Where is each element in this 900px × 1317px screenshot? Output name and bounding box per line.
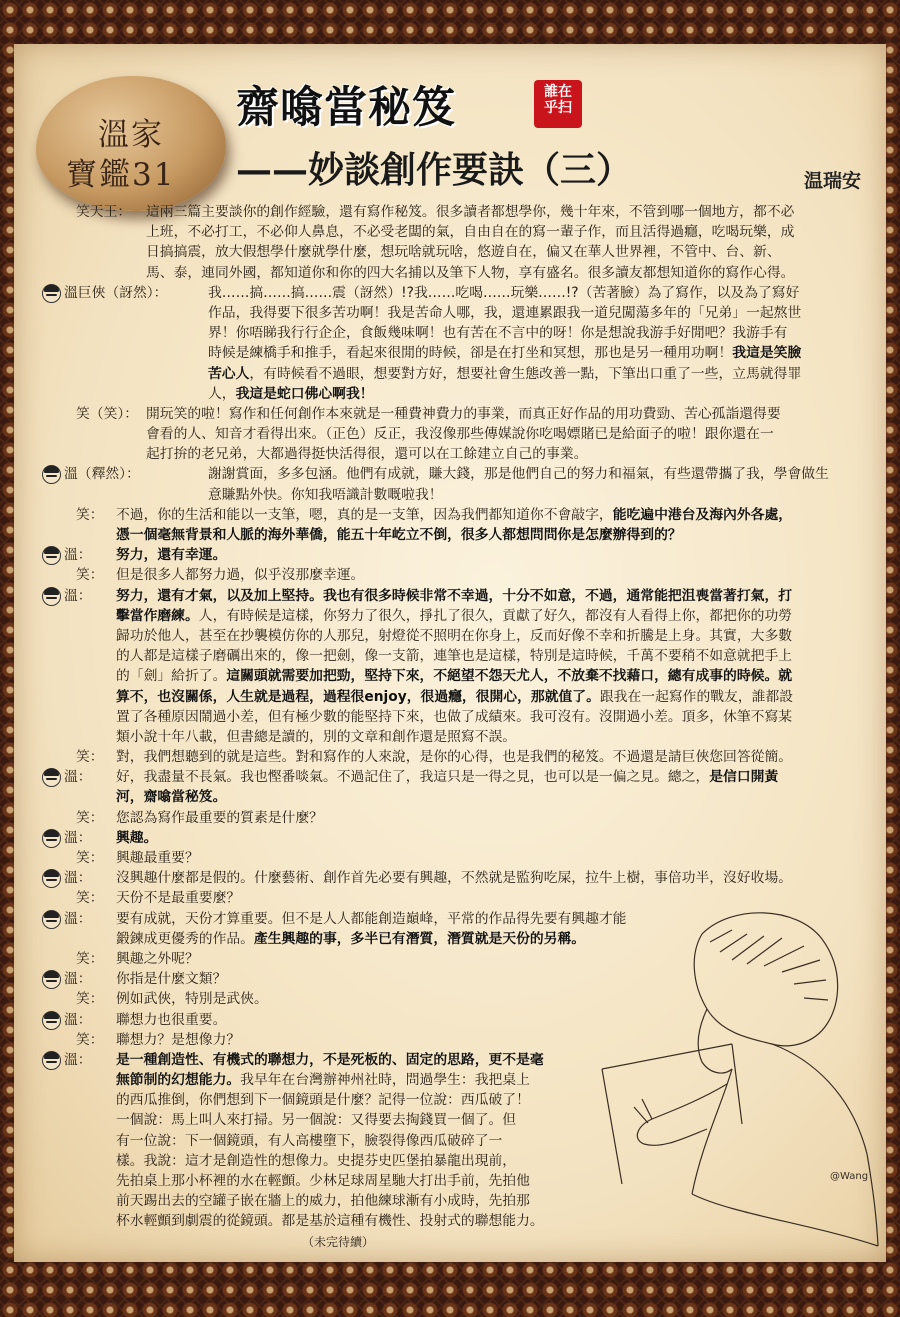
speaker-label: 溫（釋然）：: [64, 466, 140, 483]
dialogue-text: [116, 606, 792, 626]
emphasis-text: 努力，還有幸運。: [116, 547, 227, 564]
speaker-label: 笑：: [76, 950, 104, 967]
dialogue-text: [116, 1010, 226, 1030]
dialogue-line: [42, 565, 874, 585]
dialogue-text: [146, 263, 794, 283]
plain-text: 興趣最重要？: [116, 850, 199, 866]
speaker-label: 溫：: [64, 1051, 92, 1068]
dialogue-line: [42, 343, 874, 363]
dialogue-text: [146, 242, 781, 262]
dialogue-text: [146, 404, 781, 424]
dialogue-line: [42, 707, 874, 727]
dialogue-line: [42, 606, 874, 626]
emphasis-text: 能吃遍中港台及海內外各處，: [612, 506, 793, 523]
emphasis-text: 擊當作磨練。: [116, 607, 199, 624]
emphasis-text: 苦心人: [208, 365, 250, 382]
plain-text: 您認為寫作最重要的質素是什麼？: [116, 809, 323, 826]
dialogue-line: [42, 787, 874, 807]
dialogue-text: [116, 626, 792, 646]
speaker-label: 笑天王：: [76, 204, 132, 220]
author-face-icon: [42, 970, 61, 989]
dialogue-line: [42, 525, 874, 545]
badge-line1: 誰在: [544, 84, 572, 100]
plain-text: 樣。我說：這才是創造性的想像力。史提芬史匹堡拍暴龍出現前，: [116, 1152, 517, 1169]
dialogue-text: [116, 808, 323, 828]
dialogue-line: [42, 444, 874, 464]
dialogue-line: [42, 666, 874, 686]
speaker-label: 笑：: [76, 809, 104, 826]
author-face-icon: [42, 587, 61, 606]
plain-text: 鍛鍊成更優秀的作品。: [116, 930, 254, 947]
dialogue-text: [116, 949, 199, 969]
plain-text: 起打拚的老兄弟，大都過得挺快活得很，還可以在工餘建立自己的事業。: [146, 446, 588, 463]
dialogue-line: [42, 828, 874, 848]
dialogue-text: [116, 828, 157, 848]
plain-text: 但是很多人都努力過，似乎沒那麼幸運。: [116, 567, 365, 584]
plain-text: 的人都是這樣子磨礪出來的，像一把劍，像一支箭，連筆也是這樣，特別是這時候，千萬不要稍不如意就把手上: [116, 648, 793, 665]
article-subtitle: ——妙談創作要訣（三）: [236, 149, 633, 191]
emphasis-text: 我這是蛇口佛心啊我！: [235, 385, 374, 402]
plain-text: 一個說：馬上叫人來打掃。另一個說：又得要去掏錢買一個了。但: [116, 1112, 517, 1129]
to-be-continued: （未完待續）: [302, 1234, 375, 1249]
emphasis-text: 河，齋噏當秘笈。: [116, 789, 227, 806]
speaker-label: 笑（笑）：: [76, 405, 139, 422]
speaker-label: 溫：: [64, 1011, 92, 1028]
plain-text: 會看的人、知音才看得出來。（正色）反正，我沒像那些傳媒說你吃喝嫖賭已是給面子的啦！跟你還在一: [146, 426, 774, 443]
speaker-label: 笑：: [76, 567, 104, 584]
plain-text: 不過，你的生活和能以一支筆，嗯，真的是一支筆，因為我們都知道你不會敲字，: [116, 506, 613, 523]
plain-text: 沒興趣什麼都是假的。什麼藝術、創作首先必要有興趣，不然就是監狗吃屎，拉牛上樹，事倍功半，沒好收場。: [116, 870, 793, 887]
speaker-label: 笑：: [76, 506, 104, 523]
dialogue-line: [42, 747, 874, 767]
dialogue-line: [42, 505, 874, 525]
plain-text: 的「劍」給折了。: [116, 668, 227, 685]
plain-text: 我早年在台灣辦神州社時，問過學生：我把桌上: [240, 1072, 530, 1089]
author-name: 温瑞安: [804, 170, 862, 192]
stone-title-line2: 寶鑑31: [66, 157, 176, 193]
plain-text: 人，: [208, 385, 236, 402]
dialogue-line: [42, 263, 874, 283]
dialogue-line: [42, 868, 874, 888]
dialogue-text: [116, 767, 778, 787]
author-face-icon: [42, 829, 61, 848]
dialogue-text: [116, 1070, 530, 1090]
dialogue-line: [42, 626, 874, 646]
dialogue-line: [42, 646, 874, 666]
plain-text: 謝謝賞面，多多包涵。他們有成就，賺大錢，那是他們自己的努力和福氣，有些還帶攜了我，學會做生: [208, 466, 829, 483]
dialogue-text: [116, 1211, 544, 1231]
dialogue-text: [116, 666, 792, 686]
emphasis-text: 是信口開黃: [709, 769, 779, 786]
speaker-label: 笑：: [76, 749, 104, 766]
author-face-icon: [42, 1051, 61, 1070]
dialogue-text: [116, 909, 626, 929]
plain-text: 天份不是最重要麼？: [116, 890, 241, 907]
author-face-icon: [42, 910, 61, 929]
dialogue-line: [42, 586, 874, 606]
plain-text: 人，有時候是這樣，你努力了很久，掙扎了很久，貢獻了好久，都沒有人看得上你，都把你的功勞: [198, 607, 793, 624]
plain-text: 時候是練橋手和推手，看起來很閒的時候，卻是在打坐和冥想，那也是另一種用功啊！: [208, 345, 733, 362]
speaker-label: 溫：: [64, 971, 92, 988]
dialogue-text: [116, 969, 226, 989]
article-title: 齋噏當秘笈: [236, 83, 456, 133]
page-paper: [14, 44, 886, 1262]
badge-line2: 乎扫: [544, 100, 572, 117]
dialogue-text: [208, 464, 829, 484]
dialogue-text: [116, 707, 792, 727]
dialogue-line: [42, 364, 874, 384]
dialogue-text: [208, 303, 801, 323]
dialogue-text: [208, 283, 799, 303]
dialogue-text: [116, 505, 792, 525]
dialogue-line: [42, 303, 874, 323]
plain-text: 界！你唔睇我行行企企，食飯幾味啊！也有苦在不言中的呀！你是想說我游手好閒吧？我游手有: [208, 325, 788, 342]
dialogue-line: [42, 727, 874, 747]
author-face-icon: [42, 869, 61, 888]
dialogue-line: [42, 808, 874, 828]
dialogue-text: [116, 888, 240, 908]
dialogue-text: [208, 364, 801, 384]
dialogue-text: [116, 1151, 516, 1171]
dialogue-text: [116, 848, 199, 868]
plain-text: 開玩笑的啦！寫作和任何創作本來就是一種費神費力的事業，而真正好作品的用功費勁、苦心孤詣還得要: [146, 405, 781, 422]
dialogue-line: [42, 848, 874, 868]
dialogue-text: [146, 424, 774, 444]
speaker-label: 溫：: [64, 910, 92, 927]
dialogue-line: [42, 404, 874, 424]
author-sketch-illustration: [582, 894, 886, 1254]
plain-text: 聯想力？是想像力？: [116, 1031, 241, 1048]
plain-text: 杯水輕顫到劇震的從鏡頭。都是基於這種有機性、投射式的聯想能力。: [116, 1213, 544, 1230]
dialogue-text: [116, 787, 226, 807]
dialogue-text: [116, 1131, 502, 1151]
plain-text: 聯想力也很重要。: [116, 1011, 227, 1028]
dialogue-line: [42, 323, 874, 343]
plain-text: 我……搞……搞……震（訝然）!?我……吃喝……玩樂……!?（苦著臉）為了寫作，以及為了寫好: [208, 284, 800, 301]
dialogue-line: [42, 202, 874, 222]
dialogue-line: [42, 283, 874, 303]
dialogue-text: [208, 384, 374, 404]
speaker-label: 笑：: [76, 991, 104, 1008]
plain-text: ，有時候看不過眼，想要對方好，想要社會生態改善一點，下筆出口重了一些，立馬就得罪: [249, 365, 802, 382]
plain-text: 置了各種原因鬧過小差，但有極少數的能堅持下來，也做了成績來。我可沒有。沒開過小差。頂多，休筆不寫某: [116, 708, 793, 725]
speaker-label: 溫巨俠（訝然）：: [64, 284, 168, 301]
emphasis-text: 我這是笑臉: [732, 345, 802, 362]
dialogue-text: [116, 1050, 544, 1070]
dialogue-text: [116, 1110, 516, 1130]
dialogue-text: [116, 1171, 530, 1191]
dialogue-line: [42, 485, 874, 505]
dialogue-text: [146, 444, 588, 464]
dialogue-text: [208, 323, 787, 343]
dialogue-line: [42, 464, 874, 484]
emphasis-text: 憑一個毫無背景和人脈的海外華僑，能五十年屹立不倒，很多人都想問問你是怎麼辦得到的？: [116, 527, 682, 543]
author-face-icon: [42, 1011, 61, 1030]
emphasis-text: 算不，也沒關係，人生就是過程，過程很enjoy，很過癮，很開心，那就值了。: [116, 688, 600, 705]
dialogue-text: [146, 202, 794, 222]
dialogue-text: [116, 1191, 530, 1211]
plain-text: 要有成就，天份才算重要。但不是人人都能創造巔峰，平常的作品得先要有興趣才能: [116, 910, 627, 927]
plain-text: 有一位說：下一個鏡頭，有人高樓墮下，臉裂得像西瓜破碎了一: [116, 1132, 503, 1149]
speaker-label: 溫：: [64, 769, 92, 786]
dialogue-line: [42, 424, 874, 444]
plain-text: 作品，我得要下很多苦功啊！我是苦命人哪，我，還連累跟我一道兒闖蕩多年的「兄弟」一起熬世: [208, 304, 802, 321]
plain-text: 這兩三篇主要談你的創作經驗，還有寫作秘笈。很多讀者都想學你，幾十年來，不管到哪一個地方，都不必: [146, 204, 795, 220]
author-face-icon: [42, 546, 61, 565]
author-face-icon: [42, 768, 61, 787]
dialogue-text: [116, 747, 792, 767]
dialogue-text: [116, 687, 793, 707]
dialogue-text: [146, 222, 794, 242]
emphasis-text: 產生興趣的事，多半已有潛質，潛質就是天份的另稱。: [253, 930, 586, 947]
plain-text: 意賺點外快。你知我唔識計數嘅啦我！: [208, 486, 443, 503]
dialogue-text: [116, 565, 364, 585]
plain-text: 興趣之外呢？: [116, 950, 199, 967]
speaker-label: 笑：: [76, 1031, 104, 1048]
dialogue-line: [42, 242, 874, 262]
plain-text: 好，我盡量不長氣。我也慳番啖氣。不過記住了，我這只是一得之見，也可以是一偏之見。總之，: [116, 769, 710, 786]
dialogue-line: [42, 545, 874, 565]
dialogue-text: [116, 727, 516, 747]
dialogue-text: [208, 485, 443, 505]
speaker-label: 溫：: [64, 829, 92, 846]
plain-text: 上班，不必打工，不必仰人鼻息，不必受老闆的氣，自由自在的寫一輩子作，而且活得過癮，吃喝玩樂，成: [146, 224, 795, 241]
emphasis-text: 興趣。: [116, 829, 158, 846]
plain-text: 日搞搞震，放大假想學什麼就學什麼，想玩啥就玩啥，悠遊自在，偏又在華人世界裡，不管中、台、新、: [146, 244, 781, 261]
red-badge: [534, 80, 582, 128]
dialogue-text: [208, 343, 801, 363]
title-stone: [36, 76, 226, 211]
author-face-icon: [42, 284, 61, 303]
emphasis-text: 無節制的幻想能力。: [116, 1072, 241, 1089]
dialogue-text: [116, 545, 226, 565]
plain-text: 你指是什麼文類？: [116, 971, 227, 988]
dialogue-text: [116, 868, 792, 888]
stone-title-line1: 溫家: [98, 117, 164, 153]
dialogue-text: [116, 646, 792, 666]
speaker-label: 溫：: [64, 587, 92, 604]
plain-text: 對，我們想聽到的就是這些。對和寫作的人來說，是你的心得，也是我們的秘笈。不過還是請巨俠您回答從簡。: [116, 749, 793, 766]
speaker-label: 溫：: [64, 870, 92, 887]
plain-text: 馬、泰，連同外國，都知道你和你的四大名捕以及筆下人物，享有盛名。很多讀友都想知道你的寫作心得。: [146, 264, 795, 281]
dialogue-line: [42, 384, 874, 404]
speaker-label: 溫：: [64, 547, 92, 564]
speaker-label: 笑：: [76, 890, 104, 907]
emphasis-text: 是一種創造性、有機式的聯想力，不是死板的、固定的思路，更不是毫: [116, 1051, 544, 1068]
author-face-icon: [42, 465, 61, 484]
dialogue-text: [116, 989, 268, 1009]
dialogue-text: [116, 525, 682, 545]
plain-text: 先拍桌上那小杯裡的水在輕顫。少林足球周星馳大打出手前，先拍他: [116, 1173, 530, 1189]
speaker-label: 笑：: [76, 850, 104, 866]
dialogue-line: [42, 767, 874, 787]
emphasis-text: 努力，還有才氣，以及加上堅持。我也有很多時候非常不幸過，十分不如意，不過，通常能把沮喪當著打氣，打: [116, 587, 793, 604]
dialogue-text: [116, 1090, 530, 1110]
plain-text: 前天踢出去的空罐子嵌在牆上的威力，拍他練球漸有小成時，先拍那: [116, 1193, 530, 1210]
dialogue-text: [116, 929, 585, 949]
plain-text: 類小說十年八載，但書總是讀的，別的文章和創作還是照寫不誤。: [116, 728, 517, 745]
dialogue-text: [116, 1030, 240, 1050]
dialogue-line: [42, 687, 874, 707]
emphasis-text: 這關頭就需要加把勁，堅持下來，不絕望不怨天尤人，不放棄不找藉口，總有成事的時候。就: [226, 668, 793, 685]
plain-text: 例如武俠，特別是武俠。: [116, 991, 268, 1008]
plain-text: 歸功於他人，甚至在抄襲模仿你的人那兒，射燈從不照明在你身上，反而好像不幸和折騰是上身。其實，大多數: [116, 627, 793, 644]
dialogue-text: [116, 586, 792, 606]
dialogue-line: [42, 222, 874, 242]
plain-text: 跟我在一起寫作的戰友，誰都設: [599, 688, 794, 705]
plain-text: 的西瓜推倒，你們想到下一個鏡頭是什麼？記得一位說：西瓜破了！: [116, 1092, 530, 1109]
sketch-signature: @Wang: [830, 1171, 869, 1182]
